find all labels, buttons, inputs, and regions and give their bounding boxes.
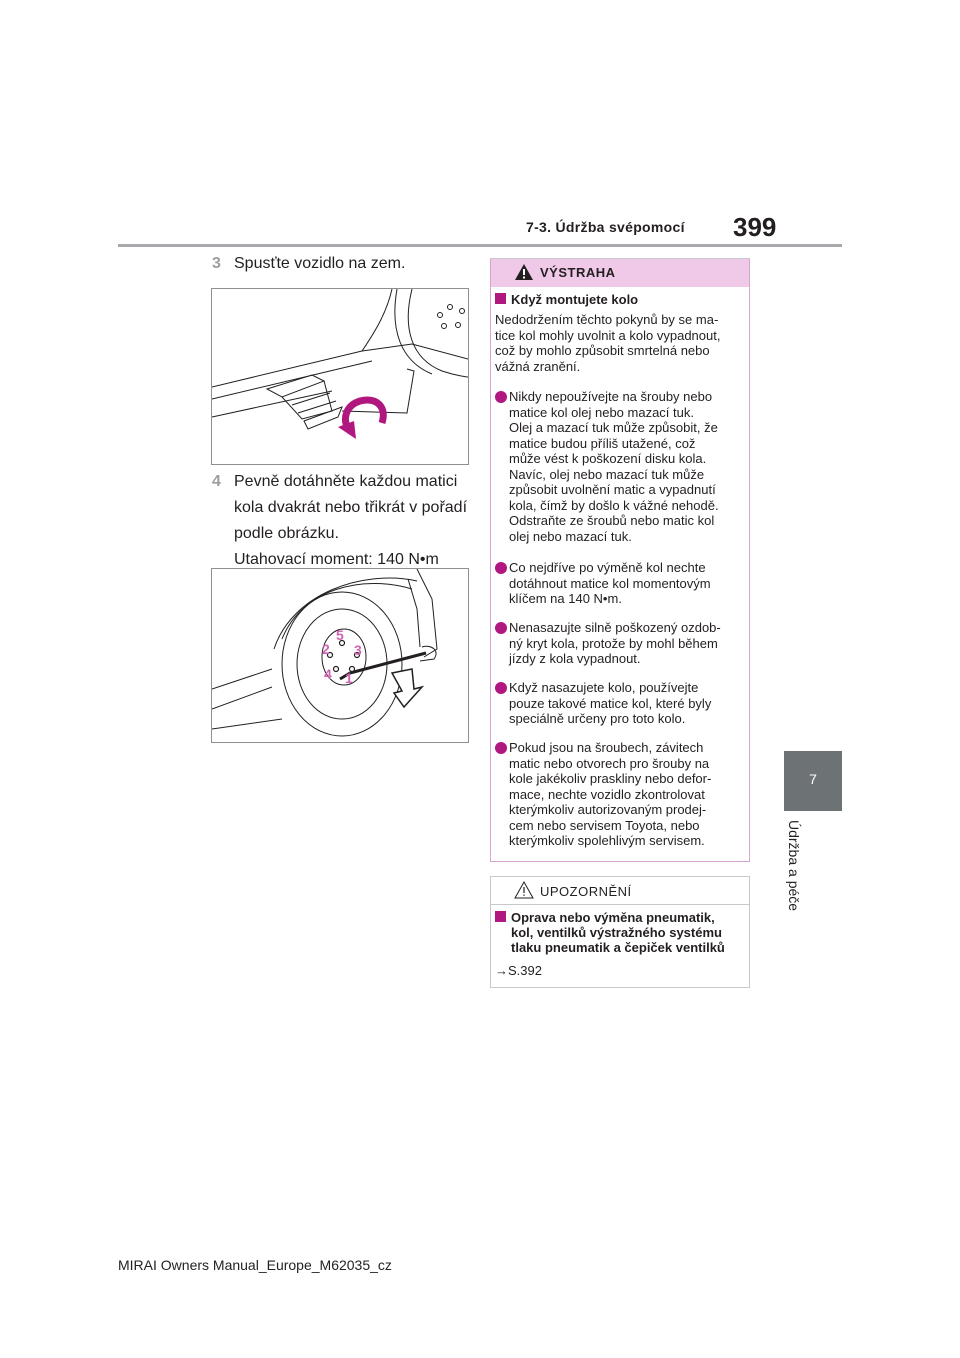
header-divider [118, 244, 842, 247]
square-bullet-icon [495, 911, 506, 922]
caution-reference: →S.392 [495, 963, 542, 978]
step-3 [212, 251, 472, 277]
caution-title: UPOZORNĚNÍ [540, 884, 632, 899]
section-title: 7-3. Údržba svépomocí [526, 219, 685, 235]
order-label: 5 [336, 627, 344, 643]
warning-triangle-icon [514, 263, 534, 281]
caution-subheading: Oprava nebo výměna pneumatik, kol, ventilků výstražného systému tlaku pneumatik a čepiček ventilků [495, 910, 747, 955]
warning-bullet: Nenasazujte silně poškozený ozdob- ný kryt kola, protože by mohl během jízdy z kola vypadnout. [495, 620, 747, 667]
step-number: 3 [212, 255, 221, 272]
warning-bullet: Nikdy nepoužívejte na šrouby nebo matice kol olej nebo mazací tuk. Olej a mazací tuk může způsobit, že matice budou příliš utažené, což může vést k poškození disku kola. Navíc, olej nebo mazací tuk může způsobit uvolnění matic a vypadnutí kola, čímž by došlo k vážné nehodě. Odstraňte ze šroubů nebo matic kol olej nebo mazací tuk. [495, 389, 747, 544]
warning-bullet: Když nasazujete kolo, používejte pouze takové matice kol, které byly speciálně určeny pro toto kolo. [495, 680, 747, 727]
jack-illustration [212, 289, 468, 464]
warning-bullet: Pokud jsou na šroubech, závitech matic nebo otvorech pro šrouby na kole jakékoliv praskliny nebo defor- mace, nechte vozidlo zkontrolovat kterýmkoliv autorizovaným prodej- cem nebo servisem Toyota, nebo kterýmkoliv spolehlivým servisem. [495, 740, 747, 849]
step-number: 4 [212, 473, 221, 490]
chapter-title: Údržba a péče [786, 820, 802, 912]
step-text-line: Spusťte vozidlo na zem. [234, 255, 406, 272]
warning-intro: Nedodržením těchto pokynů by se ma- tice kol mohly uvolnit a kolo vypadnout, což by mohlo způsobit smrtelná nebo vážná zranění. [495, 312, 721, 374]
order-label: 4 [324, 666, 332, 682]
step-text-line: kola dvakrát nebo třikrát v pořadí [234, 499, 468, 516]
footer-manual-id: MIRAI Owners Manual_Europe_M62035_cz [118, 1257, 392, 1273]
chapter-number: 7 [809, 771, 817, 787]
bullet-dot-icon [495, 391, 507, 403]
step-text-line: Pevně dotáhněte každou matici [234, 473, 458, 490]
order-label: 3 [354, 642, 362, 658]
bullet-dot-icon [495, 682, 507, 694]
bullet-dot-icon [495, 622, 507, 634]
tightening-order-figure [211, 568, 469, 743]
order-label: 2 [322, 641, 330, 657]
warning-title: VÝSTRAHA [540, 265, 616, 280]
page-number: 399 [733, 212, 777, 242]
bullet-dot-icon [495, 742, 507, 754]
step-4 [212, 469, 482, 573]
square-bullet-icon [495, 293, 506, 304]
step-text-line: podle obrázku. [234, 525, 339, 542]
arrow-right-icon: → [495, 963, 508, 978]
step-text-line: Utahovací moment: 140 N•m [234, 551, 439, 568]
wheel-illustration [212, 569, 468, 742]
bullet-dot-icon [495, 562, 507, 574]
warning-bullet: Co nejdříve po výměně kol nechte dotáhnout matice kol momentovým klíčem na 140 N•m. [495, 560, 747, 607]
warning-subheading: Když montujete kolo [495, 292, 638, 307]
caution-triangle-icon [514, 881, 534, 899]
jack-lowering-figure [211, 288, 469, 465]
order-label: 1 [345, 670, 353, 686]
